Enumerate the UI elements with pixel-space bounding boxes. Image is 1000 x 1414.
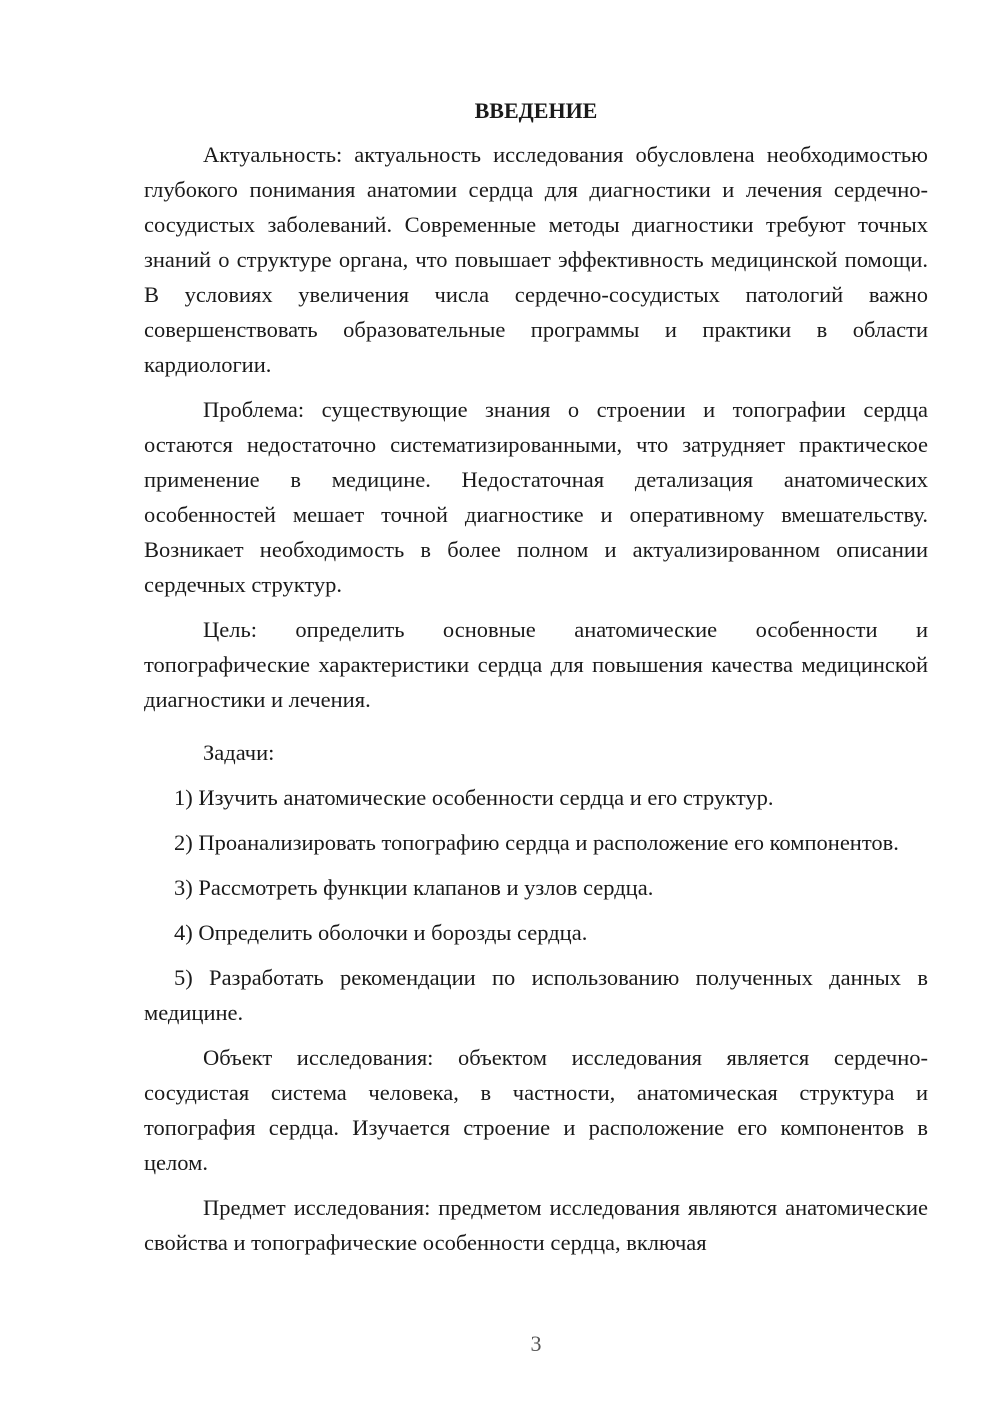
section-heading: ВВЕДЕНИЕ — [474, 98, 598, 123]
paragraph-object: Объект исследования: объектом исследования является сердечно-сосудистая система человека, в частности, анатомическая структура и топография сердца. Изучается строение и расположение его компонентов в целом. — [144, 1045, 928, 1175]
task-item-3: 3) Рассмотреть функции клапанов и узлов сердца. — [174, 875, 654, 900]
page-number: 3 — [530, 1331, 542, 1356]
tasks-heading: Задачи: — [203, 740, 275, 765]
task-item-5: 5) Разработать рекомендации по использованию полученных данных в медицине. — [144, 965, 928, 1025]
paragraph-subject: Предмет исследования: предметом исследования являются анатомические свойства и топографические особенности сердца, включая — [144, 1195, 928, 1255]
task-item-2: 2) Проанализировать топографию сердца и расположение его компонентов. — [174, 830, 899, 855]
task-item-4: 4) Определить оболочки и борозды сердца. — [174, 920, 588, 945]
task-item-1: 1) Изучить анатомические особенности сердца и его структур. — [174, 785, 774, 810]
paragraph-problem: Проблема: существующие знания о строении и топографии сердца остаются недостаточно систематизированными, что затрудняет практическое применение в медицине. Недостаточная детализация анатомических особенностей мешает точной диагностике и оперативному вмешательству. Возникает необходимость в более полном и актуализированном описании сердечных структур. — [144, 397, 928, 597]
paragraph-goal: Цель: определить основные анатомические особенности и топографические характеристики сердца для повышения качества медицинской диагностики и лечения. — [144, 617, 928, 712]
paragraph-relevance: Актуальность: актуальность исследования обусловлена необходимостью глубокого понимания анатомии сердца для диагностики и лечения сердечно-сосудистых заболеваний. Современные методы диагностики требуют точных знаний о структуре органа, что повышает эффективность медицинской помощи. В условиях увеличения числа сердечно-сосудистых патологий важно совершенствовать образовательные программы и практики в области кардиологии. — [144, 142, 928, 377]
document-body — [144, 93, 928, 1270]
